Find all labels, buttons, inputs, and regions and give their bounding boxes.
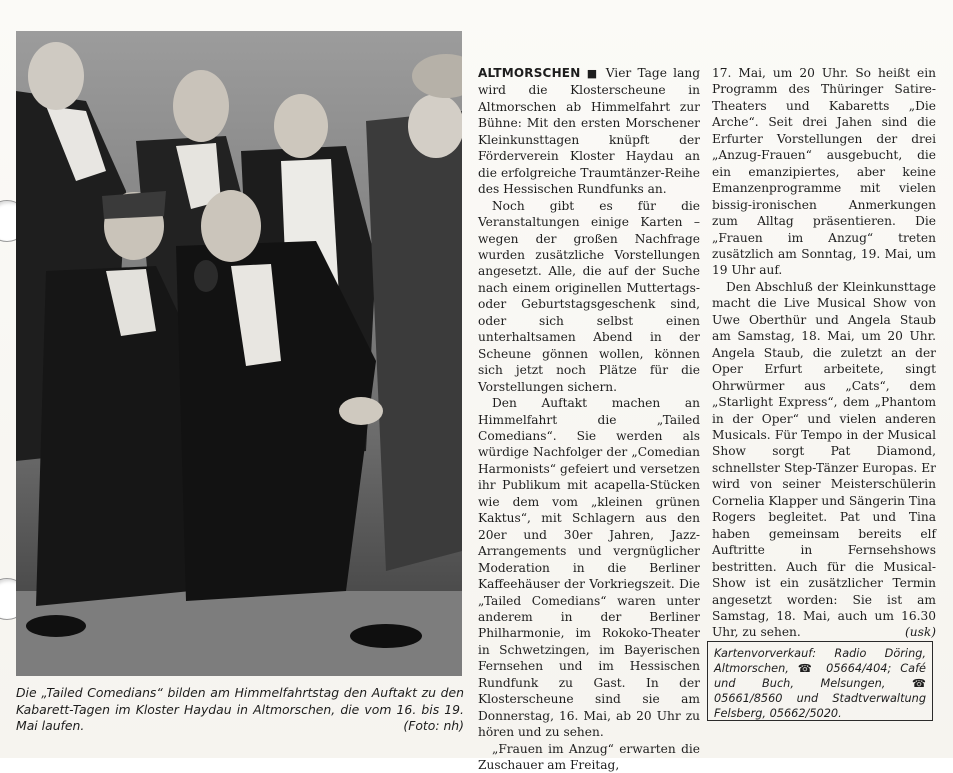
article-paragraph: 17. Mai, um 20 Uhr. So heißt ein Programm des Thüringer Satire-Theaters und Kabaretts „Die Arche“. Seit drei Jahen sind die Erfurter Vorstellungen der drei „Anzug-Frauen“ ausgebucht, die ein emanzipiertes, aber keine Emanzenprogramme mit vielen bissig-ironischen Anmerkungen zum Alltag präsentieren. Die „Frauen im Anzug“ treten zusätzlich am Sonntag, 19. Mai, um 19 Uhr auf. (712, 66, 936, 278)
photo-credit: (Foto: nh) (403, 718, 464, 733)
photo-illustration (16, 31, 462, 676)
article-text: Vier Tage lang wird die Klosterscheune in Altmorschen ab Himmelfahrt zur Bühne: Mit den ersten Morschener Kleinkunsttagen knüpft der Förderverein Kloster Haydau an die erfolgreiche Traumtänzer-Reihe des Hessischen Rundfunks an. (478, 66, 700, 197)
group-photo (16, 31, 462, 676)
ticket-info-box (707, 641, 933, 721)
article-column-2 (712, 65, 936, 641)
article-paragraph: „Frauen im Anzug“ erwarten die Zuschauer am Freitag, (478, 741, 700, 773)
ticket-info-text: Kartenvorverkauf: Radio Döring, Altmorschen, ☎ 05664/404; Café und Buch, Melsungen, ☎ 05661/8560 und Stadtverwaltung Felsberg, 05662/5020. (714, 647, 926, 720)
article-paragraph (478, 65, 700, 198)
article-paragraph: Den Auftakt machen an Himmelfahrt die „Tailed Comedians“. Sie werden als würdige Nachfolger der „Comedian Harmonists“ gefeiert und versetzen ihr Publikum mit acapella-Stücken wie dem vom „kleinen grünen Kaktus“, mit Schlagern aus den 20er und 30er Jahren, Jazz-Arrangements und vergnüglicher Moderation in die Berliner Kaffeehäuser der Vorkriegszeit. Die „Tailed Comedians“ waren unter anderem in der Berliner Philharmonie, im Rokoko-Theater in Schwetzingen, im Bayerischen Fernsehen und im Hessischen Rundfunk zu Gast. In der Klosterscheune sind sie am Donnerstag, 16. Mai, ab 20 Uhr zu hören und zu sehen. (478, 396, 700, 740)
article-column-1 (478, 65, 700, 773)
dateline-marker: ■ (586, 67, 600, 80)
dateline: ALTMORSCHEN (478, 66, 581, 80)
article-paragraph: Noch gibt es für die Veranstaltungen einige Karten – wegen der großen Nachfrage wurden zusätzliche Vorstellungen angesetzt. Alle, die auf der Suche nach einem originellen Muttertags- oder Geburtstagsgeschenk sind, oder sich selbst einen unterhaltsamen Abend in der Scheune gönnen wollen, können sich jetzt noch Plätze für die Vorstellungen sichern. (478, 198, 700, 394)
author-signature: (usk) (905, 625, 936, 640)
article-text: Den Abschluß der Kleinkunsttage macht die Live Musical Show von Uwe Oberthür und Angela Staub am Samstag, 18. Mai, um 20 Uhr. Angela Staub, die zuletzt an der Oper Erfurt arbeitete, singt Ohrwürmer aus „Cats“, dem „Starlight Express“, dem „Phantom in der Oper“ und vielen anderen Musicals. Für Tempo in der Musical Show sorgt Pat Diamond, schnellster Step-Tänzer Europas. Er wird von seiner Meisterschülerin Cornelia Klapper und Sängerin Tina Rogers begleitet. Pat und Tina haben gemeinsam bereits elf Auftritte in Fernsehshows bestritten. Auch für die Musical-Show ist ein zusätzlicher Termin angesetzt worden: Sie ist am Samstag, 18. Mai, auch um 16.30 Uhr, zu sehen. (712, 279, 936, 640)
caption-text: Die „Tailed Comedians“ bilden am Himmelfahrtstag den Auftakt zu den Kabarett-Tagen im Kloster Haydau in Altmorschen, die vom 16. bis 19. Mai laufen. (16, 685, 464, 733)
photo-caption (16, 685, 464, 735)
article-paragraph (712, 279, 936, 641)
